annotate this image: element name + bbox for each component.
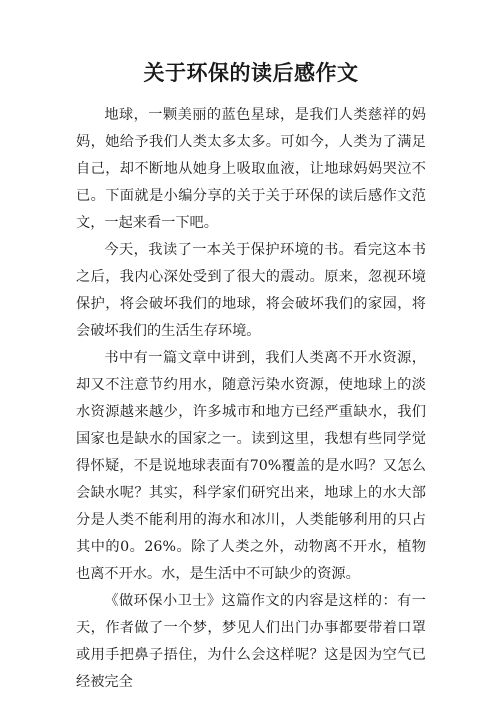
- paragraph-2: 今天，我读了一本关于保护环境的书。看完这本书之后，我内心深处受到了很大的震动。原来，忽视环境保护，将会破坏我们的地球，将会破坏我们的家园，将会破坏我们的生活生存环境。: [76, 242, 426, 339]
- paragraph-3: 书中有一篇文章中讲到，我们人类离不开水资源，却又不注意节约用水，随意污染水资源，使地球上的淡水资源越来越少，许多城市和地方已经严重缺水，我们国家也是缺水的国家之一。读到这里，我想有些同学觉得怀疑，不是说地球表面有70%覆盖的是水吗？又怎么会缺水呢？其实，科学家们研究出来，地球上的水大部分是人类不能利用的海水和冰川，人类能够利用的只占其中的0。26%。除了人类之外，动物离不开水，植物也离不开水。水，是生活中不可缺少的资源。: [76, 350, 426, 582]
- document-title: 关于环保的读后感作文: [143, 61, 359, 85]
- paragraph-4: 《做环保小卫士》这篇作文的内容是这样的：有一天，作者做了一个梦，梦见人们出门办事都要带着口罩或用手把鼻子捂住，为什么会这样呢？这是因为空气已经被完全: [76, 593, 426, 690]
- paragraph-1: 地球，一颗美丽的蓝色星球，是我们人类慈祥的妈妈，她给予我们人类太多太多。可如今，人类为了满足自己，却不断地从她身上吸取血液，让地球妈妈哭泣不已。下面就是小编分享的关于关于环保的读后感作文范文，一起来看一下吧。: [76, 107, 426, 231]
